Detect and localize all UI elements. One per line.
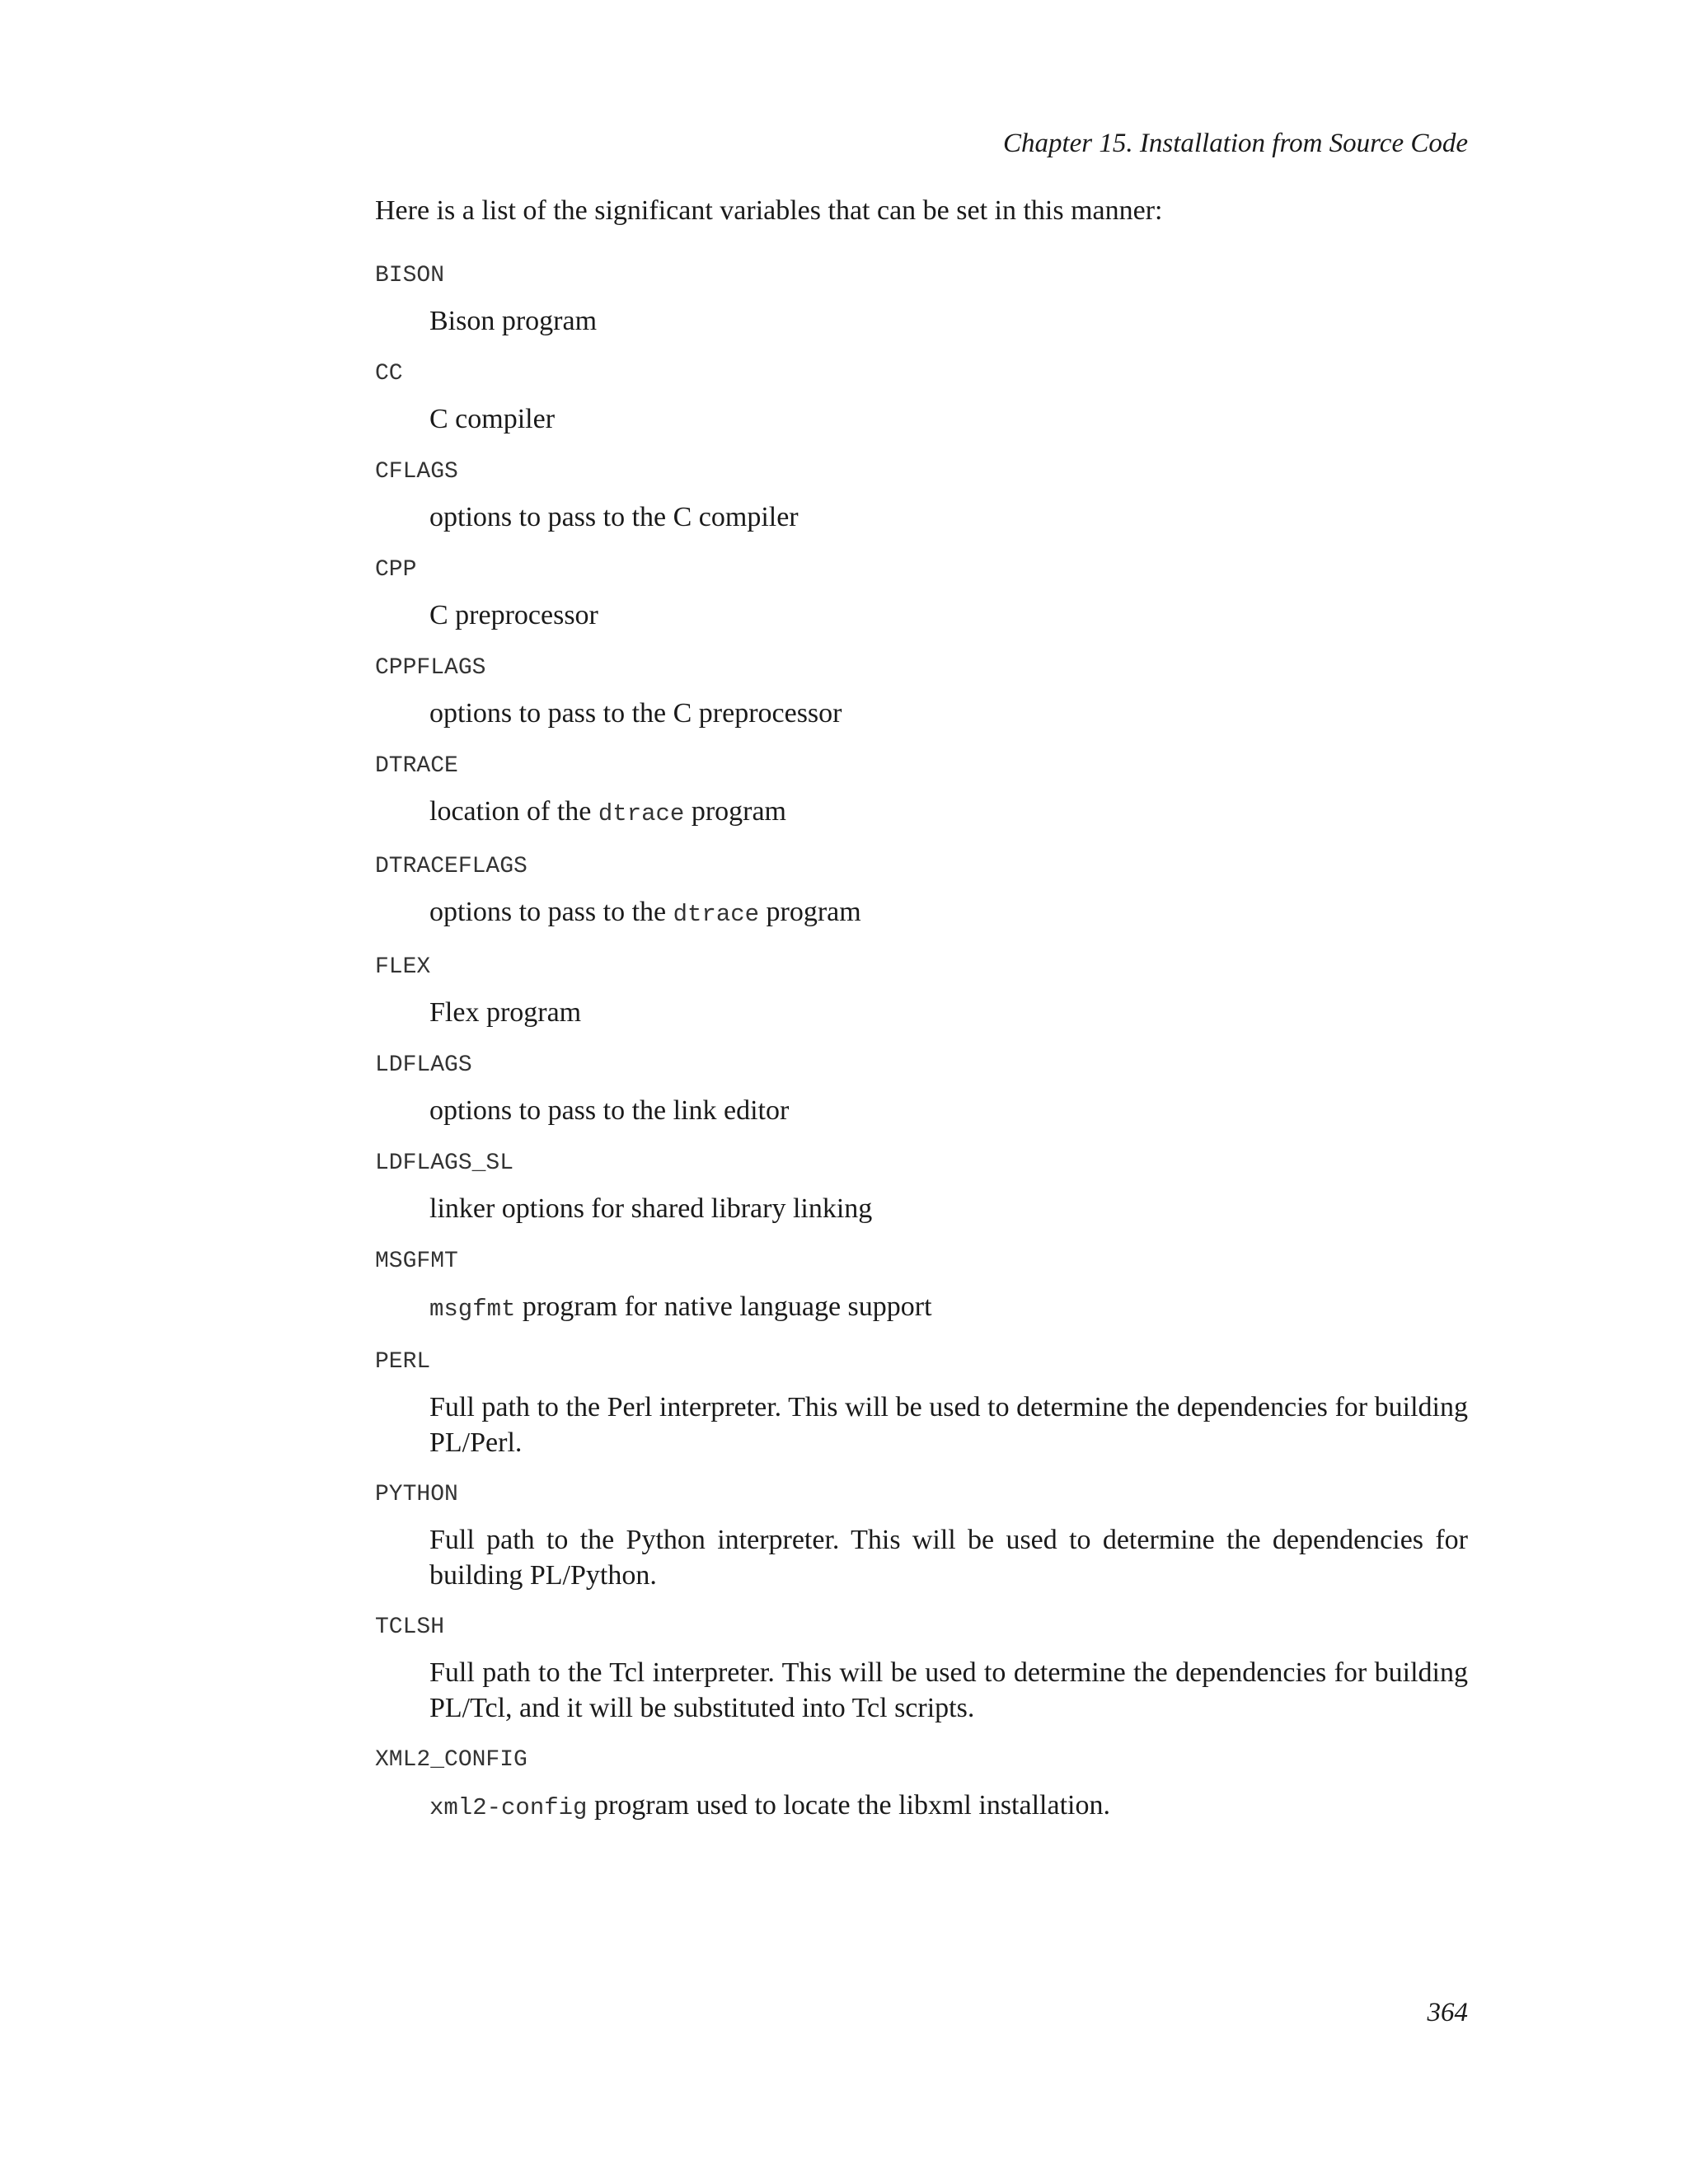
variable-name: BISON [375, 263, 445, 288]
variable-name: CPPFLAGS [375, 655, 486, 681]
inline-code: dtrace [598, 800, 685, 827]
variable-name: MSGFMT [375, 1249, 458, 1274]
variable-description [429, 1390, 1468, 1460]
variable-name: XML2_CONFIG [375, 1747, 528, 1773]
variable-description [429, 598, 1468, 634]
variable-description [429, 696, 1468, 732]
variable-description [429, 1289, 1468, 1328]
description-text: Full path to the Perl interpreter. This will be used to determine the dependencies for building PL/Perl. [429, 1392, 1468, 1458]
intro-paragraph: Here is a list of the significant variables that can be set in this manner: [375, 195, 1163, 226]
description-text: Bison program [429, 306, 598, 336]
page-number: 364 [1427, 1998, 1468, 2027]
description-text: linker options for shared library linking [429, 1193, 873, 1224]
variable-list [375, 260, 1468, 1845]
variable-description [429, 794, 1468, 832]
variable-name: CPP [375, 557, 417, 583]
description-text: options to pass to the C compiler [429, 502, 799, 532]
variable-name: CC [375, 361, 403, 387]
variable-description [429, 1788, 1468, 1826]
description-text: program [684, 796, 786, 827]
description-text: options to pass to the C preprocessor [429, 698, 842, 729]
variable-name: LDFLAGS [375, 1052, 472, 1078]
description-text: C compiler [429, 404, 556, 434]
chapter-header: Chapter 15. Installation from Source Code [1002, 129, 1468, 158]
inline-code: dtrace [673, 901, 760, 928]
description-text: Full path to the Python interpreter. This will be used to determine the dependencies for building PL/Python. [429, 1525, 1468, 1591]
variable-description [429, 1655, 1468, 1726]
inline-code: msgfmt [429, 1296, 516, 1323]
description-text: Flex program [429, 997, 582, 1028]
variable-name: PERL [375, 1349, 431, 1375]
variable-description [429, 499, 1468, 536]
variable-description [429, 401, 1468, 438]
description-text: program for native language support [515, 1291, 932, 1322]
description-text: options to pass to the link editor [429, 1095, 790, 1126]
description-text: program [759, 897, 861, 927]
variable-name: PYTHON [375, 1482, 458, 1507]
variable-name: FLEX [375, 954, 431, 980]
variable-description [429, 1093, 1468, 1129]
variable-name: DTRACE [375, 753, 458, 779]
variable-description [429, 303, 1468, 340]
description-text: location of the [429, 796, 598, 827]
description-text: C preprocessor [429, 600, 598, 630]
variable-name: TCLSH [375, 1615, 445, 1640]
variable-name: LDFLAGS_SL [375, 1151, 514, 1176]
description-text: options to pass to the [429, 897, 673, 927]
variable-description [429, 894, 1468, 933]
variable-name: CFLAGS [375, 459, 458, 485]
inline-code: xml2-config [429, 1794, 588, 1821]
description-text: Full path to the Tcl interpreter. This will be used to determine the dependencies for building PL/Tcl, and it will be substituted into Tcl scripts. [429, 1657, 1468, 1723]
description-text: program used to locate the libxml installation. [587, 1790, 1110, 1821]
variable-description [429, 1191, 1468, 1227]
variable-description [429, 1522, 1468, 1593]
variable-description [429, 995, 1468, 1031]
variable-name: DTRACEFLAGS [375, 854, 528, 879]
